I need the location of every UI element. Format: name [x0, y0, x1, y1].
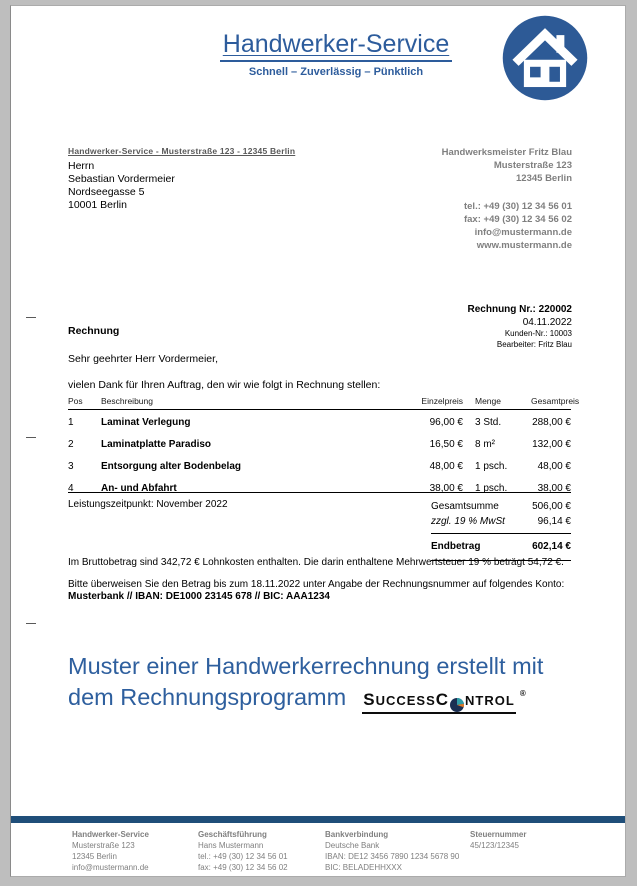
footer-column-title: Bankverbindung — [325, 830, 389, 839]
table-row — [68, 454, 571, 476]
payment-instruction: Bitte überweisen Sie den Betrag bis zum 18.11.2022 unter Angabe der Rechnungsnummer auf folgendes Konto: — [68, 579, 565, 590]
contact-email: info@mustermann.de — [474, 227, 572, 238]
item-quantity: 3 Std. — [475, 417, 502, 428]
footer-line: BIC: BELADEHHXXX — [325, 863, 402, 872]
recipient-line: Herrn — [68, 160, 95, 172]
footer-column-tax — [470, 829, 526, 851]
item-unit-price: 96,00 € — [429, 417, 463, 428]
footer-column-company — [72, 829, 149, 873]
item-total: 48,00 € — [537, 461, 571, 472]
items-table-header — [68, 396, 580, 410]
table-bottom-rule — [68, 492, 571, 493]
clerk-name: Bearbeiter: Fritz Blau — [496, 339, 572, 349]
registered-trademark-symbol: ® — [519, 689, 526, 698]
item-pos: 4 — [68, 483, 74, 494]
fold-mark — [26, 437, 36, 438]
bank-details: Musterbank // IBAN: DE1000 23145 678 // BIC: AAA1234 — [68, 591, 330, 602]
col-header-total: Gesamtpreis — [531, 396, 580, 406]
fold-mark — [26, 317, 36, 318]
promo-line1: Muster einer Handwerkerrechnung erstellt mit — [68, 653, 544, 679]
table-row — [68, 476, 571, 498]
recipient-address — [68, 160, 175, 212]
item-total: 288,00 € — [532, 417, 571, 428]
sender-return-address: Handwerker-Service - Musterstraße 123 - 12345 Berlin — [68, 146, 296, 156]
col-header-description: Beschreibung — [101, 396, 153, 406]
col-header-pos: Pos — [68, 396, 83, 406]
footer-column-title: Geschäftsführung — [198, 830, 267, 839]
contact-web: www.mustermann.de — [476, 240, 572, 251]
item-pos: 3 — [68, 461, 74, 472]
item-pos: 1 — [68, 417, 74, 428]
footer-line: info@mustermann.de — [72, 863, 149, 872]
item-pos: 2 — [68, 439, 74, 450]
table-row — [68, 410, 571, 432]
item-total: 38,00 € — [537, 483, 571, 494]
pie-circle-icon — [450, 695, 464, 709]
col-header-unit-price: Einzelpreis — [421, 396, 463, 406]
salutation: Sehr geehrter Herr Vordermeier, — [68, 353, 218, 365]
service-period: Leistungszeitpunkt: November 2022 — [68, 499, 228, 510]
document-heading: Rechnung — [68, 325, 120, 337]
brand-block — [171, 30, 501, 78]
contact-name: Handwerksmeister Fritz Blau — [441, 147, 572, 158]
grand-total-value: 602,14 € — [532, 541, 571, 552]
promo-block — [68, 651, 608, 714]
invoice-date: 04.11.2022 — [522, 317, 572, 328]
footer-column-title: Steuernummer — [470, 830, 527, 839]
footer-divider-bar — [11, 816, 625, 823]
vat-label: zzgl. 19 % MwSt — [431, 516, 505, 527]
subtotal-row — [431, 499, 571, 514]
table-row — [68, 432, 571, 454]
items-table — [68, 396, 580, 498]
item-unit-price: 48,00 € — [429, 461, 463, 472]
subtotal-value: 506,00 € — [532, 501, 571, 512]
footer-column-management — [198, 829, 288, 873]
vat-value: 96,14 € — [537, 516, 571, 527]
footer-line: fax: +49 (30) 12 34 56 02 — [198, 863, 288, 872]
col-header-quantity: Menge — [475, 396, 501, 406]
contact-tel: tel.: +49 (30) 12 34 56 01 — [463, 201, 572, 212]
grand-total-label: Endbetrag — [431, 541, 481, 552]
recipient-line: Nordseegasse 5 — [68, 186, 145, 198]
vat-row — [431, 514, 571, 529]
logo-letter: S — [363, 690, 376, 709]
footer-line: 45/123/12345 — [470, 841, 519, 850]
item-description: Laminatplatte Paradiso — [101, 439, 212, 450]
labor-cost-note: Im Bruttobetrag sind 342,72 € Lohnkosten enthalten. Die darin enthaltene Mehrwertsteuer 19 % beträgt 54,72 €. — [68, 557, 564, 568]
item-unit-price: 16,50 € — [429, 439, 463, 450]
footer-column-bank — [325, 829, 459, 873]
company-title: Handwerker-Service — [220, 30, 452, 62]
invoice-page — [10, 5, 626, 877]
subtotal-label: Gesamtsumme — [431, 501, 499, 512]
footer-line: 12345 Berlin — [72, 852, 117, 861]
item-description: Laminat Verlegung — [101, 417, 191, 428]
fold-mark — [26, 623, 36, 624]
footer-line: Musterstraße 123 — [72, 841, 135, 850]
item-quantity: 1 psch. — [475, 461, 508, 472]
contact-fax: fax: +49 (30) 12 34 56 02 — [463, 214, 572, 225]
item-description: An- und Abfahrt — [101, 483, 177, 494]
invoice-number: Rechnung Nr.: 220002 — [467, 304, 572, 315]
item-quantity: 1 psch. — [475, 483, 508, 494]
footer-column-title: Handwerker-Service — [72, 830, 149, 839]
footer-line: Deutsche Bank — [325, 841, 380, 850]
logo-letters: UCCESS — [375, 693, 436, 708]
company-tagline: Schnell – Zuverlässig – Pünktlich — [248, 66, 424, 78]
item-unit-price: 38,00 € — [429, 483, 463, 494]
item-total: 132,00 € — [532, 439, 571, 450]
contact-city: 12345 Berlin — [516, 173, 572, 184]
customer-number: Kunden-Nr.: 10003 — [504, 329, 572, 338]
payment-note — [68, 579, 588, 603]
item-description: Entsorgung alter Bodenbelag — [101, 461, 242, 472]
footer-line: tel.: +49 (30) 12 34 56 01 — [198, 852, 288, 861]
contact-street: Musterstraße 123 — [493, 160, 572, 171]
promo-line2: dem Rechnungsprogramm — [68, 684, 347, 710]
footer-line: Hans Mustermann — [198, 841, 264, 850]
logo-letter: C — [435, 690, 450, 709]
contact-block — [442, 146, 572, 252]
recipient-line: 10001 Berlin — [68, 199, 127, 211]
invoice-meta-block — [468, 303, 572, 350]
item-quantity: 8 m² — [475, 439, 495, 450]
successcontrol-logo — [362, 689, 526, 714]
logo-letters: NTROL — [465, 693, 515, 708]
intro-text: vielen Dank für Ihren Auftrag, den wir wie folgt in Rechnung stellen: — [68, 379, 381, 391]
totals-block — [431, 499, 571, 561]
house-logo-icon — [501, 14, 589, 102]
footer-line: IBAN: DE12 3456 7890 1234 5678 90 — [325, 852, 460, 861]
recipient-line: Sebastian Vordermeier — [68, 173, 175, 185]
